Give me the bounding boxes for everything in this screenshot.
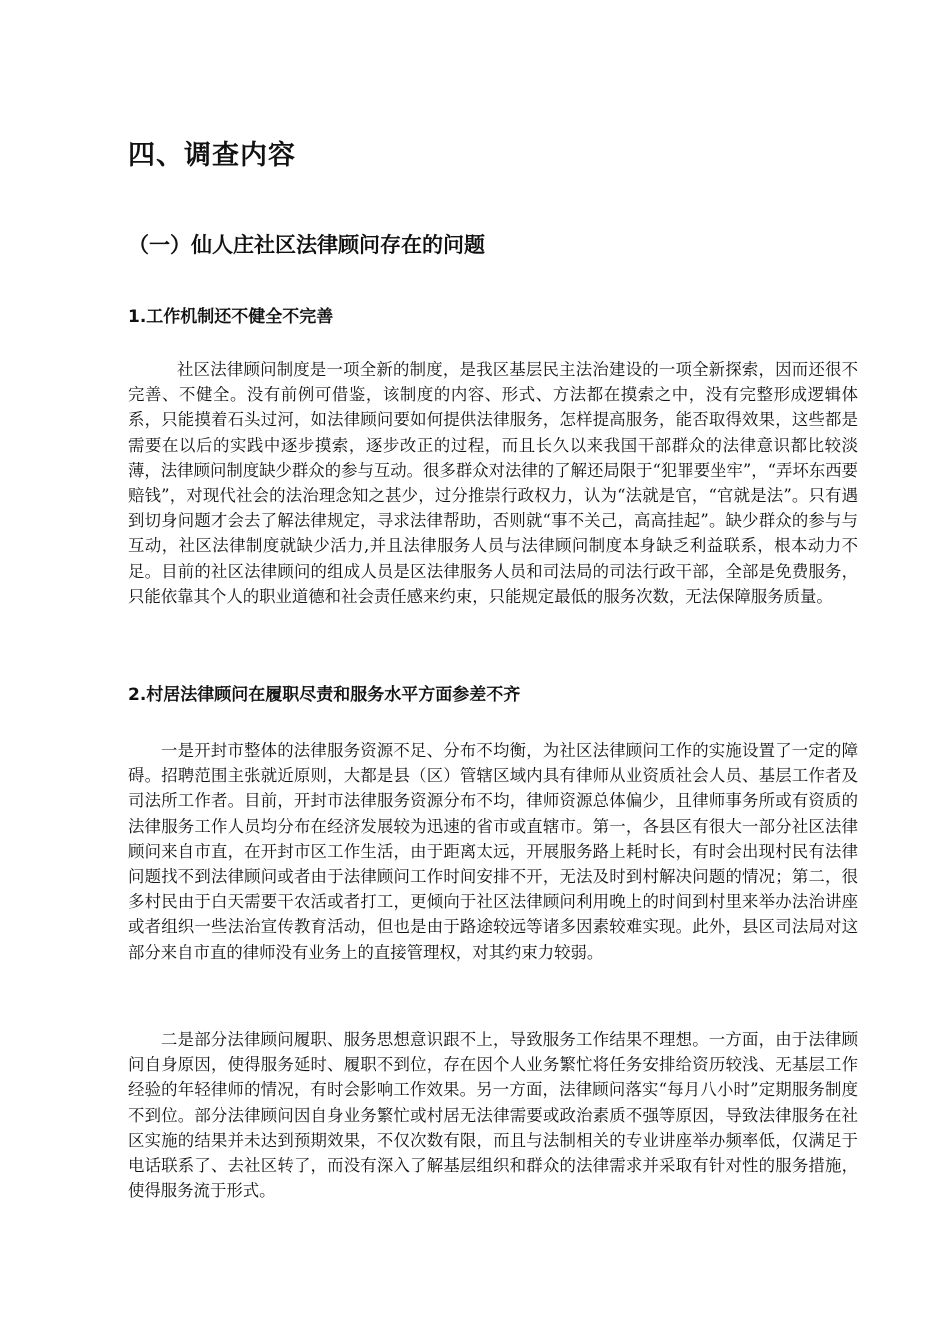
item-heading-1: 1.工作机制还不健全不完善 [128,307,334,327]
body-paragraph: 一是开封市整体的法律服务资源不足、分布不均衡，为社区法律顾问工作的实施设置了一定的障碍。招聘范围主张就近原则，大都是县（区）管辖区域内具有律师从业资质社会人员、基层工作者及司法所工作者。目前，开封市法律服务资源分布不均，律师资源总体偏少，且律师事务所或有资质的法律服务工作人员均分布在经济发展较为迅速的省市或直辖市。第一，各县区有很大一部分社区法律顾问来自市直，在开封市区工作生活，由于距离太远，开展服务路上耗时长，有时会出现村民有法律问题找不到法律顾问或者由于法律顾问工作时间安排不开，无法及时到村解决问题的情况；第二，很多村民由于白天需要干农活或者打工，更倾向于社区法律顾问利用晚上的时间到村里来举办法治讲座或者组织一些法治宣传教育活动，但也是由于路途较远等诸多因素较难实现。此外，县区司法局对这部分来自市直的律师没有业务上的直接管理权，对其约束力较弱。 [128,741,858,962]
body-paragraph: 二是部分法律顾问履职、服务思想意识跟不上，导致服务工作结果不理想。一方面，由于法律顾问自身原因，使得服务延时、履职不到位，存在因个人业务繁忙将任务安排给资历较浅、无基层工作经验的年轻律师的情况，有时会影响工作效果。另一方面，法律顾问落实“每月八小时”定期服务制度不到位。部分法律顾问因自身业务繁忙或村居无法律需要或政治素质不强等原因，导致法律服务在社区实施的结果并未达到预期效果，不仅次数有限，而且与法制相关的专业讲座举办频率低，仅满足于电话联系了、去社区转了，而没有深入了解基层组织和群众的法律需求并采取有针对性的服务措施，使得服务流于形式。 [128,1030,858,1201]
section-title: 四、调查内容 [128,140,296,171]
item-heading-2: 2.村居法律顾问在履职尽责和服务水平方面参差不齐 [128,685,521,705]
subsection-title: （一）仙人庄社区法律顾问存在的问题 [128,233,485,257]
body-paragraph: 社区法律顾问制度是一项全新的制度，是我区基层民主法治建设的一项全新探索，因而还很不完善、不健全。没有前例可借鉴，该制度的内容、形式、方法都在摸索之中，没有完整形成逻辑体系，只能摸着石头过河，如法律顾问要如何提供法律服务，怎样提高服务，能否取得效果，这些都是需要在以后的实践中逐步摸索，逐步改正的过程，而且长久以来我国干部群众的法律意识都比较淡薄，法律顾问制度缺少群众的参与互动。很多群众对法律的了解还局限于“犯罪要坐牢”，“弄坏东西要赔钱”，对现代社会的法治理念知之甚少，过分推崇行政权力，认为“法就是官，“官就是法”。只有遇到切身问题才会去了解法律规定，寻求法律帮助，否则就“事不关己，高高挂起”。缺少群众的参与与互动，社区法律制度就缺少活力,并且法律服务人员与法律顾问制度本身缺乏利益联系，根本动力不足。目前的社区法律顾问的组成人员是区法律服务人员和司法局的司法行政干部，全部是免费服务，只能依靠其个人的职业道德和社会责任感来约束，只能规定最低的服务次数，无法保障服务质量。 [128,360,858,606]
